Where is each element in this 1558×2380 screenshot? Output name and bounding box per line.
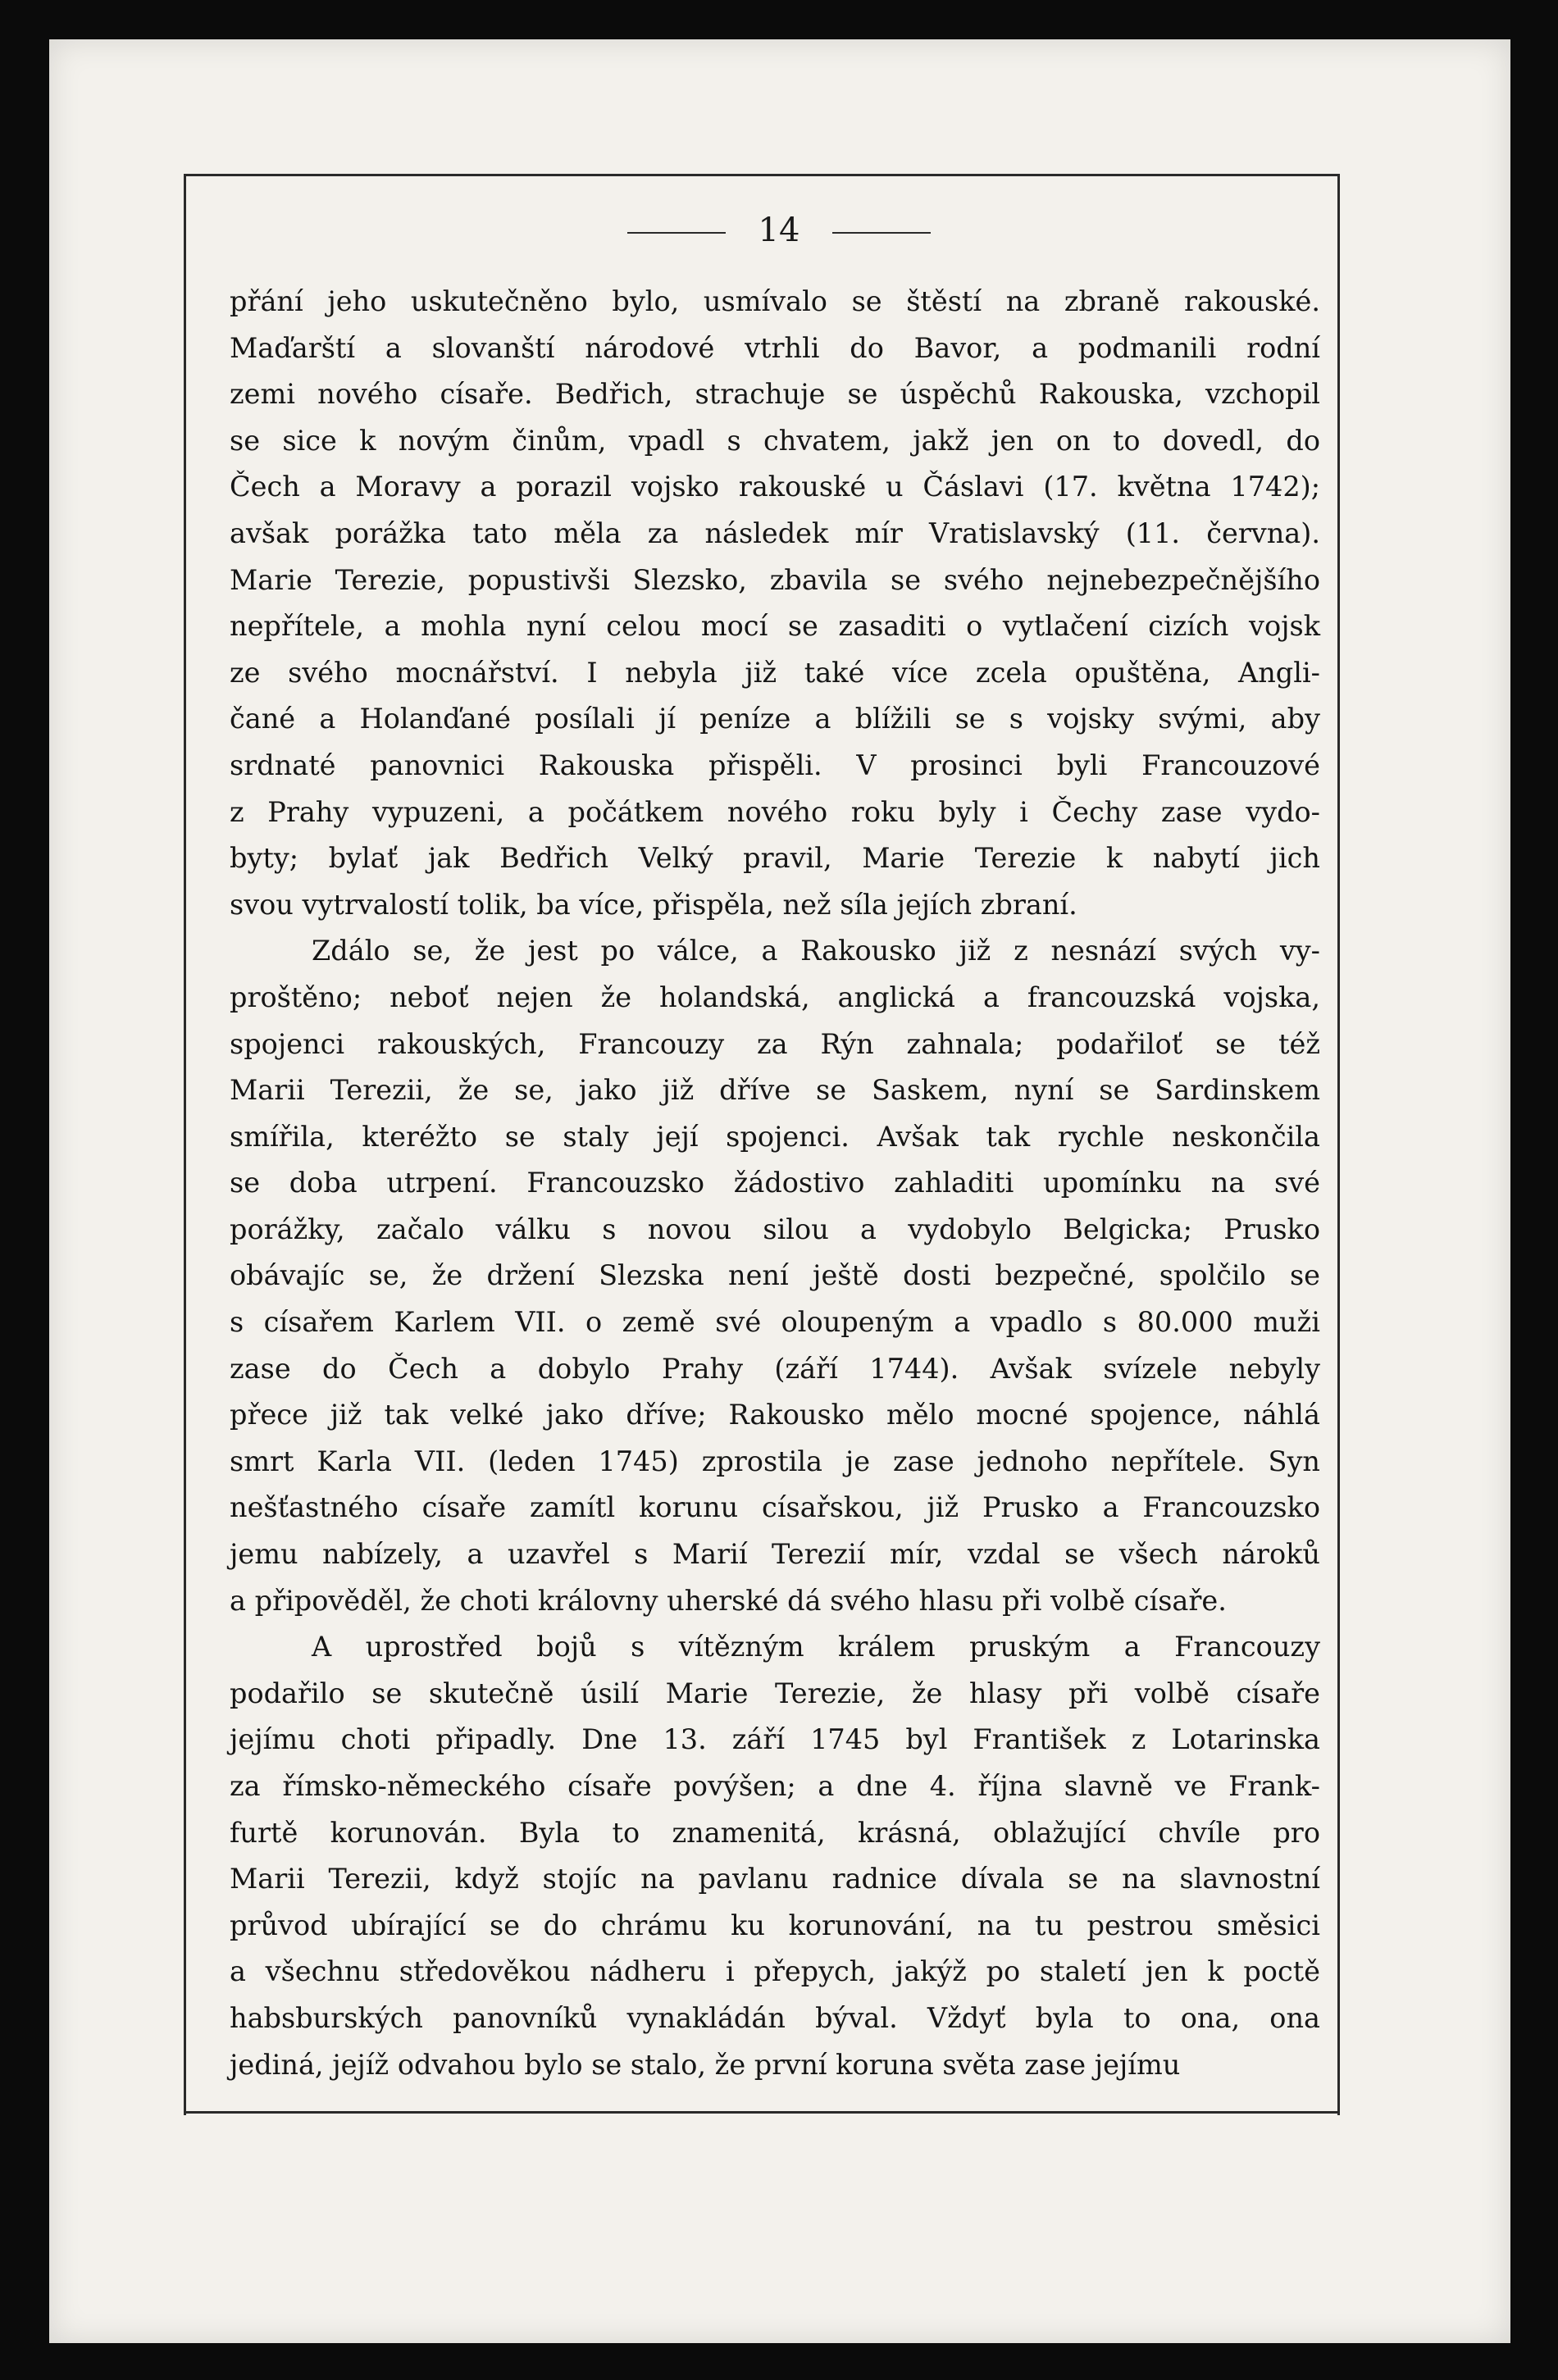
text-line: smrt Karla VII. (leden 1745) zprostila je zase jednoho nepřítele. Syn (230, 1445, 1320, 1477)
text-line: přání jeho uskutečněno bylo, usmívalo se štěstí na zbraně rakouské. (230, 285, 1320, 317)
header-rule-right (832, 232, 931, 234)
text-line: nepřítele, a mohla nyní celou mocí se zasaditi o vytlačení cizích vojsk (230, 610, 1320, 643)
text-line: zase do Čech a dobylo Prahy (září 1744). Avšak svízele nebyly (230, 1352, 1320, 1385)
text-line: proštěno; neboť nejen že holandská, anglická a francouzská vojska, (230, 981, 1320, 1013)
text-line: Marii Terezii, že se, jako již dříve se Saskem, nyní se Sardinskem (230, 1074, 1320, 1107)
page-number: 14 (758, 212, 800, 249)
text-line: spojenci rakouských, Francouzy za Rýn zahnala; podařiloť se též (230, 1027, 1320, 1060)
text-line: furtě korunován. Byla to znamenitá, krásná, oblažující chvíle pro (230, 1816, 1320, 1849)
text-line: nešťastného císaře zamítl korunu císařskou, již Prusko a Francouzsko (230, 1491, 1320, 1524)
text-line: z Prahy vypuzeni, a počátkem nového roku byly i Čechy zase vydo- (230, 795, 1320, 828)
page-header (0, 212, 1558, 249)
text-line: Marie Terezie, popustivši Slezsko, zbavila se svého nejnebezpečnějšího (230, 563, 1320, 596)
text-line: a připověděl, že choti královny uherské dá svého hlasu při volbě císaře. (230, 1584, 1227, 1617)
body-text (230, 279, 1320, 2088)
text-line: jediná, jejíž odvahou bylo se stalo, že první koruna světa zase jejímu (230, 2048, 1181, 2081)
text-line: Čech a Moravy a porazil vojsko rakouské u Čáslavi (17. května 1742); (230, 471, 1320, 503)
text-line: se sice k novým činům, vpadl s chvatem, jakž jen on to dovedl, do (230, 424, 1320, 457)
text-line: obávajíc se, že držení Slezska není ještě dosti bezpečné, spolčilo se (230, 1259, 1320, 1292)
text-line: habsburských panovníků vynakládán býval. Vždyť byla to ona, ona (230, 2001, 1320, 2034)
text-line: přece již tak velké jako dříve; Rakousko mělo mocné spojence, náhlá (230, 1399, 1320, 1431)
text-line: se doba utrpení. Francouzsko žádostivo zahladiti upomínku na své (230, 1167, 1320, 1199)
paragraph (230, 1624, 1320, 2088)
text-line: svou vytrvalostí tolik, ba více, přispěla, než síla jejích zbraní. (230, 888, 1077, 921)
text-line: zemi nového císaře. Bedřich, strachuje se úspěchů Rakouska, vzchopil (230, 378, 1320, 411)
text-line: byty; bylať jak Bedřich Velký pravil, Marie Terezie k nabytí jich (230, 842, 1320, 875)
paragraph (230, 279, 1320, 928)
text-line: ze svého mocnářství. I nebyla již také více zcela opuštěna, Angli- (230, 656, 1320, 689)
text-line: a všechnu středověkou nádheru i přepych, jakýž po staletí jen k poctě (230, 1955, 1320, 1988)
text-line: jemu nabízely, a uzavřel s Marií Terezií mír, vzdal se všech nároků (230, 1538, 1320, 1571)
text-line: Marii Terezii, když stojíc na pavlanu radnice dívala se na slavnostní (230, 1863, 1320, 1895)
text-line: avšak porážka tato měla za následek mír Vratislavský (11. června). (230, 517, 1320, 549)
paragraph (230, 928, 1320, 1624)
text-line: podařilo se skutečně úsilí Marie Terezie, že hlasy při volbě císaře (230, 1677, 1320, 1709)
text-line: smířila, kteréžto se staly její spojenci. Avšak tak rychle neskončila (230, 1120, 1320, 1153)
text-line: Zdálo se, že jest po válce, a Rakousko již z nesnází svých vy- (312, 935, 1320, 967)
text-line: s císařem Karlem VII. o země své oloupeným a vpadlo s 80.000 muži (230, 1306, 1320, 1339)
text-line: průvod ubírající se do chrámu ku korunování, na tu pestrou směsici (230, 1909, 1320, 1941)
text-line: za římsko-německého císaře povýšen; a dne 4. října slavně ve Frank- (230, 1770, 1320, 1802)
text-line: Maďarští a slovanští národové vtrhli do Bavor, a podmanili rodní (230, 331, 1320, 364)
text-line: A uprostřed bojů s vítězným králem pruským a Francouzy (312, 1631, 1320, 1663)
text-line: čané a Holanďané posílali jí peníze a blížili se s vojsky svými, aby (230, 703, 1320, 735)
page-frame-bottom-rule (184, 2111, 1340, 2114)
text-line: jejímu choti připadly. Dne 13. září 1745 byl František z Lotarinska (230, 1723, 1320, 1756)
text-line: porážky, začalo válku s novou silou a vydobylo Belgicka; Prusko (230, 1213, 1320, 1245)
text-line: srdnaté panovnici Rakouska přispěli. V prosinci byli Francouzové (230, 749, 1320, 781)
header-rule-left (627, 232, 726, 234)
